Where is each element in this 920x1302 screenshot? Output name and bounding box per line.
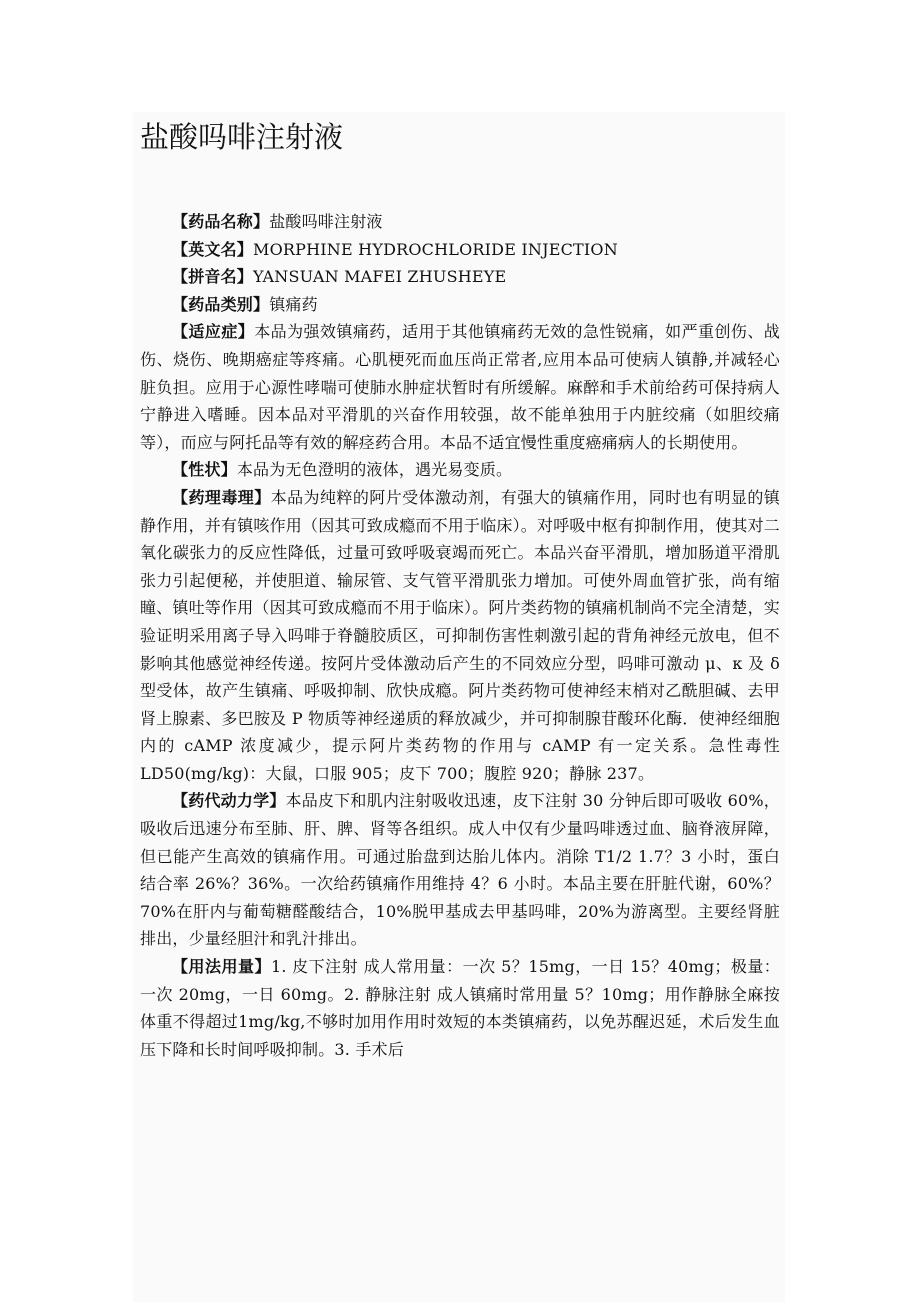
field-indications (140, 318, 780, 456)
field-label: 【药品名称】 (172, 212, 270, 231)
field-text: 1. 皮下注射 成人常用量：一次 5？15mg，一日 15？40mg；极量：一次 20mg，一日 60mg。2. 静脉注射 成人镇痛时常用量 5？10mg；用作静脉全麻按体重不得超过1mg/kg,不够时加用作用时效短的本类镇痛药，以免苏醒迟延，术后发生血压下降和长时间呼吸抑制。3. 手术后 (140, 957, 781, 1059)
field-drug-name (140, 208, 780, 236)
field-label: 【药理毒理】 (172, 487, 271, 507)
field-drug-category (140, 291, 780, 319)
field-pharmacology-toxicology (140, 484, 780, 788)
field-label: 【英文名】 (172, 239, 254, 259)
field-text: 本品为纯粹的阿片受体激动剂，有强大的镇痛作用，同时也有明显的镇静作用，并有镇咳作用（因其可致成瘾而不用于临床）。对呼吸中枢有抑制作用，使其对二氧化碳张力的反应性降低，过量可致呼吸衰竭而死亡。本品兴奋平滑肌，增加肠道平滑肌张力引起便秘，并使胆道、输尿管、支气管平滑肌张力增加。可使外周血管扩张，尚有缩瞳、镇吐等作用（因其可致成瘾而不用于临床）。阿片类药物的镇痛机制尚不完全清楚，实验证明采用离子导入吗啡于脊髓胶质区，可抑制伤害性刺激引起的背角神经元放电，但不影响其他感觉神经传递。按阿片受体激动后产生的不同效应分型，吗啡可激动 μ、κ 及 δ 型受体，故产生镇痛、呼吸抑制、欣快成瘾。阿片类药物可使神经末梢对乙酰胆碱、去甲肾上腺素、多巴胺及 P 物质等神经递质的释放减少，并可抑制腺苷酸环化酶．使神经细胞内的 cAMP 浓度减少，提示阿片类药物的作用与 cAMP 有一定关系。急性毒性 LD50(mg/kg)：大鼠，口服 905；皮下 700；腹腔 920；静脉 237。 (140, 487, 781, 783)
field-label: 【适应症】 (172, 322, 255, 342)
field-text: 盐酸吗啡注射液 (269, 212, 383, 231)
field-pinyin-name (140, 263, 780, 291)
field-text: 本品为无色澄明的液体，遇光易变质。 (236, 460, 513, 480)
field-text: 本品为强效镇痛药，适用于其他镇痛药无效的急性锐痛，如严重创伤、战伤、烧伤、晚期癌症等疼痛。心肌梗死而血压尚正常者,应用本品可使病人镇静,并减轻心脏负担。应用于心源性哮喘可使肺水肿症状暂时有所缓解。麻醉和手术前给药可保持病人宁静进入嗜睡。因本品对平滑肌的兴奋作用较强，故不能单独用于内脏绞痛（如胆绞痛等），而应与阿托品等有效的解痉药合用。本品不适宜慢性重度癌痛病人的长期使用。 (140, 322, 780, 452)
document-title: 盐酸吗啡注射液 (140, 120, 344, 154)
field-properties (140, 456, 780, 484)
field-text: 本品皮下和肌内注射吸收迅速，皮下注射 30 分钟后即可吸收 60%，吸收后迅速分布至肺、肝、脾、肾等各组织。成人中仅有少量吗啡透过血、脑脊液屏障，但已能产生高效的镇痛作用。可通过胎盘到达胎儿体内。消除 T1/2 1.7？3 小时，蛋白结合率 26%？36%。一次给药镇痛作用维持 4？6 小时。本品主要在肝脏代谢，60%？70%在肝内与葡萄糖醛酸结合，10%脱甲基成去甲基吗啡，20%为游离型。主要经肾脏排出，少量经胆汁和乳汁排出。 (140, 791, 781, 949)
field-text: YANSUAN MAFEI ZHUSHEYE (253, 267, 507, 287)
field-label: 【用法用量】 (172, 957, 271, 977)
field-text: MORPHINE HYDROCHLORIDE INJECTION (253, 239, 618, 259)
field-english-name (140, 236, 780, 264)
field-list (140, 208, 780, 1063)
field-label: 【药品类别】 (172, 294, 270, 314)
document-content (140, 112, 780, 1063)
field-pharmacokinetics (140, 787, 780, 953)
field-text: 镇痛药 (269, 294, 318, 314)
field-label: 【拼音名】 (172, 267, 254, 287)
field-dosage (140, 953, 780, 1063)
field-label: 【药代动力学】 (172, 791, 286, 811)
field-label: 【性状】 (172, 460, 237, 480)
